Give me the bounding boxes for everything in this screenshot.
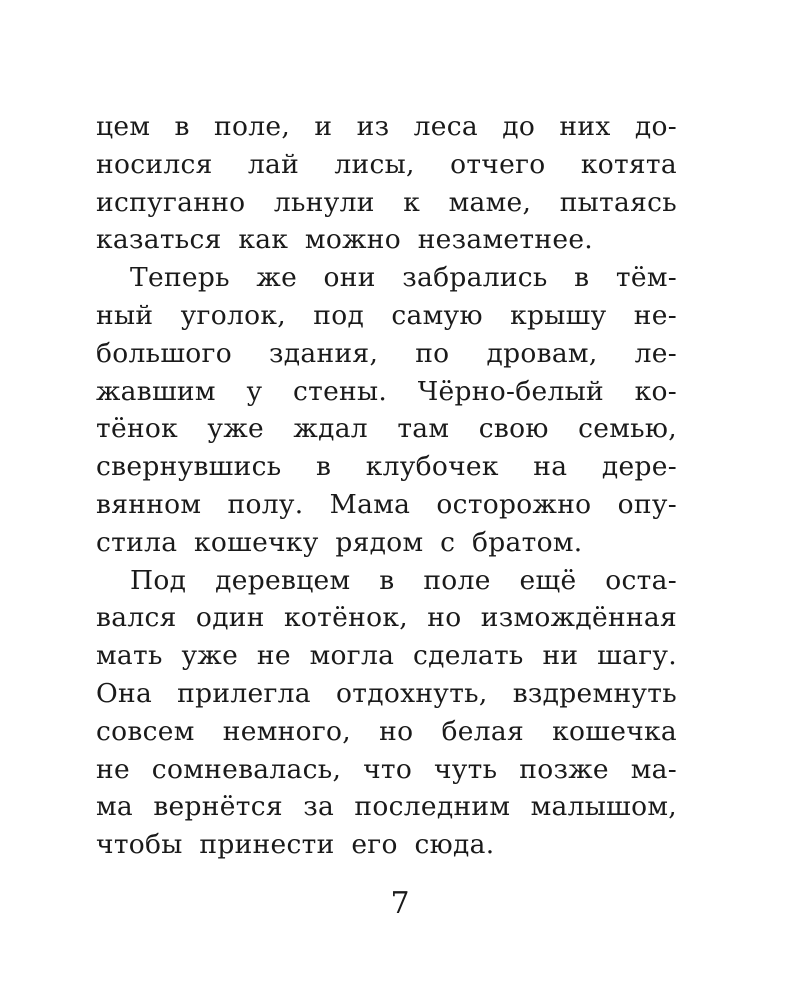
paragraph-3: [96, 562, 677, 864]
text-line: Она прилегла отдохнуть, вздремнуть: [96, 677, 677, 709]
text-line: ный уголок, под самую крышу не-: [96, 299, 677, 331]
page-number: 7: [390, 886, 410, 921]
text-line: Теперь же они забрались в тём-: [130, 262, 677, 294]
paragraph-2: [96, 259, 677, 561]
text-line: вался один котёнок, но измождённая: [96, 602, 677, 634]
text-line: казаться как можно незаметнее.: [96, 224, 594, 256]
text-line: испуганно льнули к маме, пытаясь: [96, 186, 677, 218]
text-line: жавшим у стены. Чёрно-белый ко-: [96, 375, 677, 407]
text-line: цем в поле, и из леса до них до-: [96, 111, 677, 142]
body-text: [96, 108, 677, 864]
text-line: ма вернётся за последним малышом,: [96, 791, 677, 823]
text-line: свернувшись в клубочек на дере-: [96, 451, 677, 483]
text-line: носился лай лисы, отчего котята: [96, 148, 677, 180]
text-line: чтобы принести его сюда.: [96, 829, 495, 861]
text-line: тёнок уже ждал там свою семью,: [96, 413, 677, 445]
text-line: стила кошечку рядом с братом.: [96, 526, 583, 558]
text-line: большого здания, по дровам, ле-: [96, 337, 677, 369]
text-line: не сомневалась, что чуть позже ма-: [96, 753, 677, 785]
text-line: Под деревцем в поле ещё оста-: [130, 564, 677, 596]
text-line: вянном полу. Мама осторожно опу-: [96, 488, 677, 520]
text-line: мать уже не могла сделать ни шагу.: [96, 640, 677, 672]
text-line: совсем немного, но белая кошечка: [96, 715, 677, 747]
paragraph-1: [96, 108, 677, 259]
